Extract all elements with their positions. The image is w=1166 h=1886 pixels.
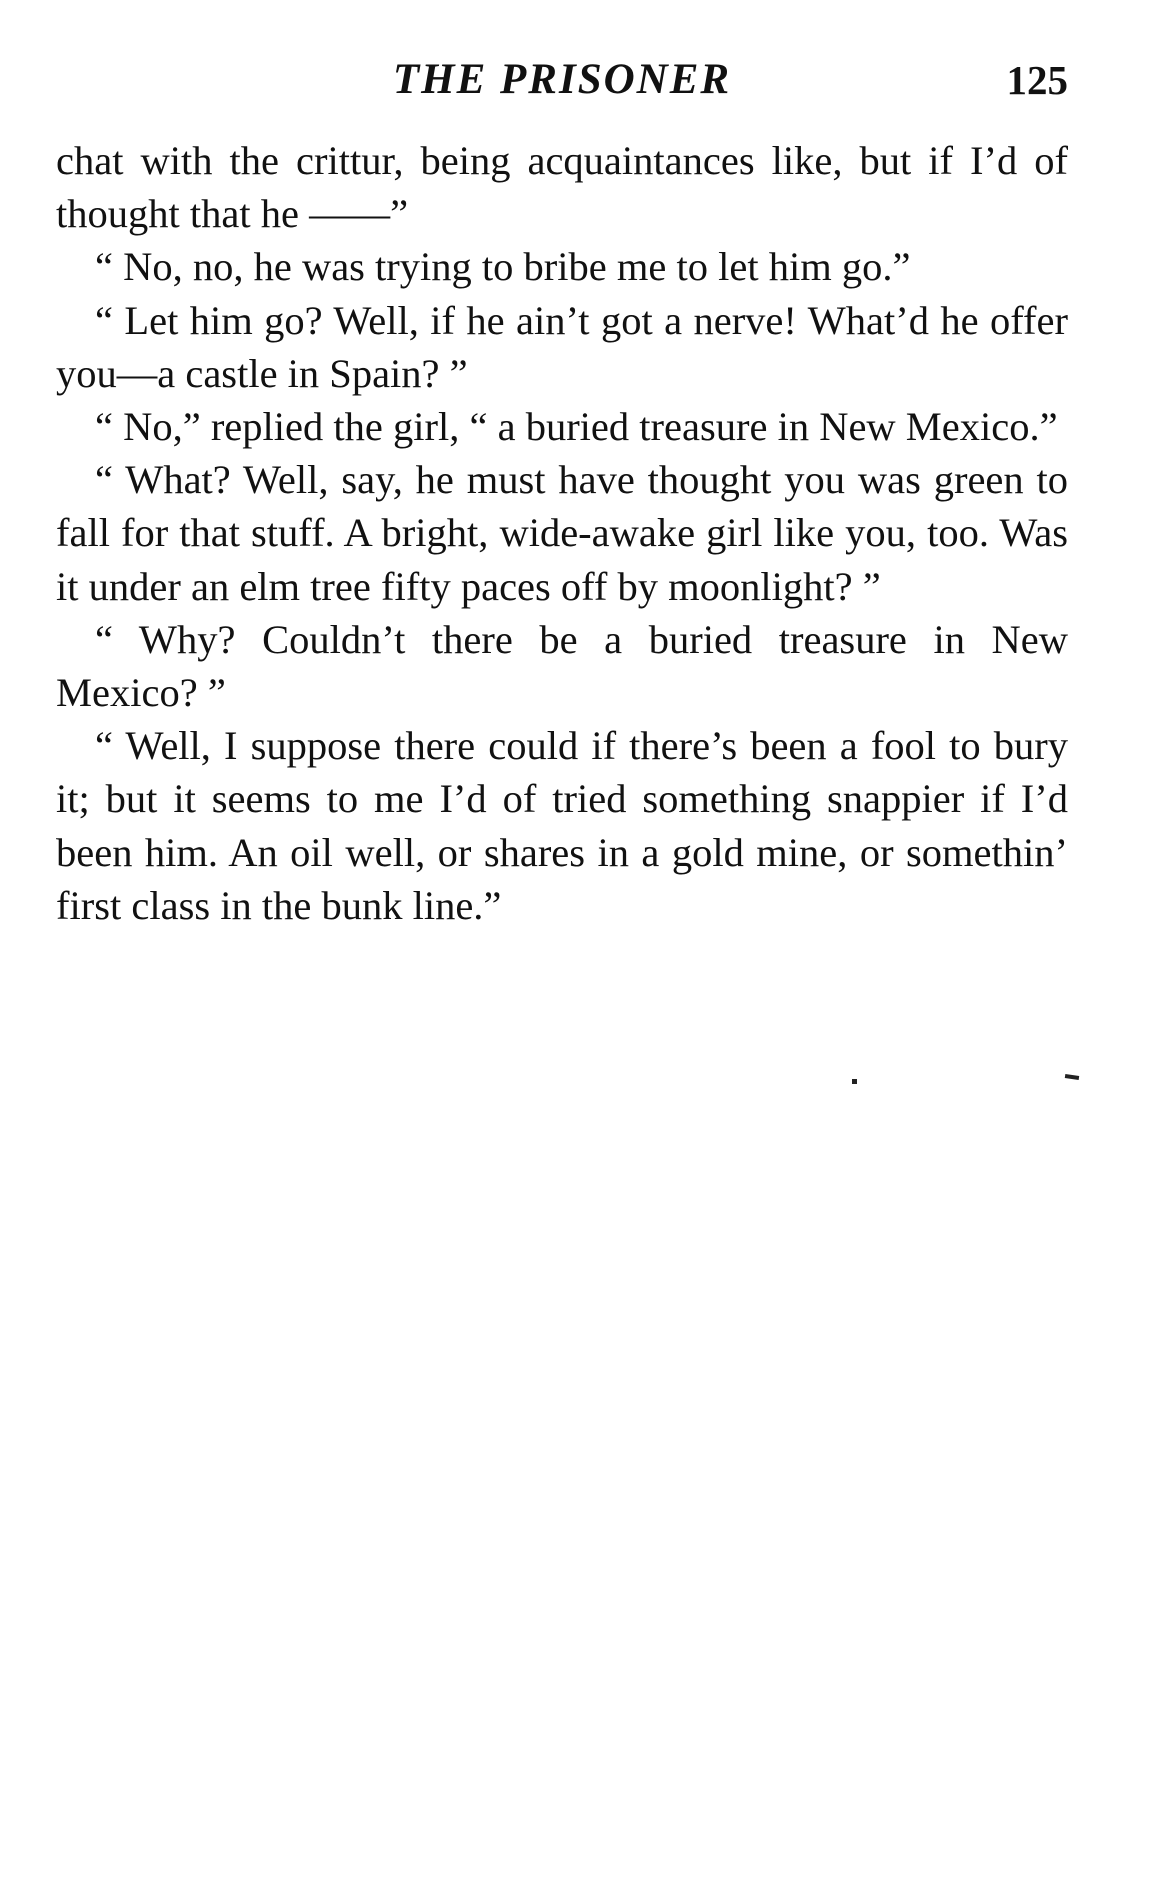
print-speck — [1065, 1074, 1079, 1080]
paragraph-continued: chat with the crittur, being acquaintances like, but if I’d of thought that he ——” — [56, 138, 1068, 237]
print-speck — [852, 1079, 857, 1084]
paragraph: “ No,” replied the girl, “ a buried treasure in New Mexico.” — [95, 404, 1058, 450]
paragraph: “ No, no, he was trying to bribe me to let him go.” — [95, 244, 911, 290]
running-header — [56, 50, 1068, 110]
running-title: THE PRISONER — [392, 56, 732, 103]
paragraph: “ Let him go? Well, if he ain’t got a nerve! What’d he offer you—a castle in Spain? ” — [56, 297, 1068, 396]
text-body — [56, 134, 1068, 932]
paragraph: “ Well, I suppose there could if there’s been a fool to bury it; but it seems to me I’d of tried something snappier if I’d been him. An oil well, or shares in a gold mine, or somethin’ first class in the bunk line.” — [56, 723, 1068, 928]
page-number: 125 — [1006, 57, 1068, 103]
paragraph: “ What? Well, say, he must have thought you was green to fall for that stuff. A bright, wide-awake girl like you, too. Was it under an elm tree fifty paces off by moonlight? ” — [56, 457, 1068, 609]
paragraph: “ Why? Couldn’t there be a buried treasure in New Mexico? ” — [56, 616, 1068, 716]
